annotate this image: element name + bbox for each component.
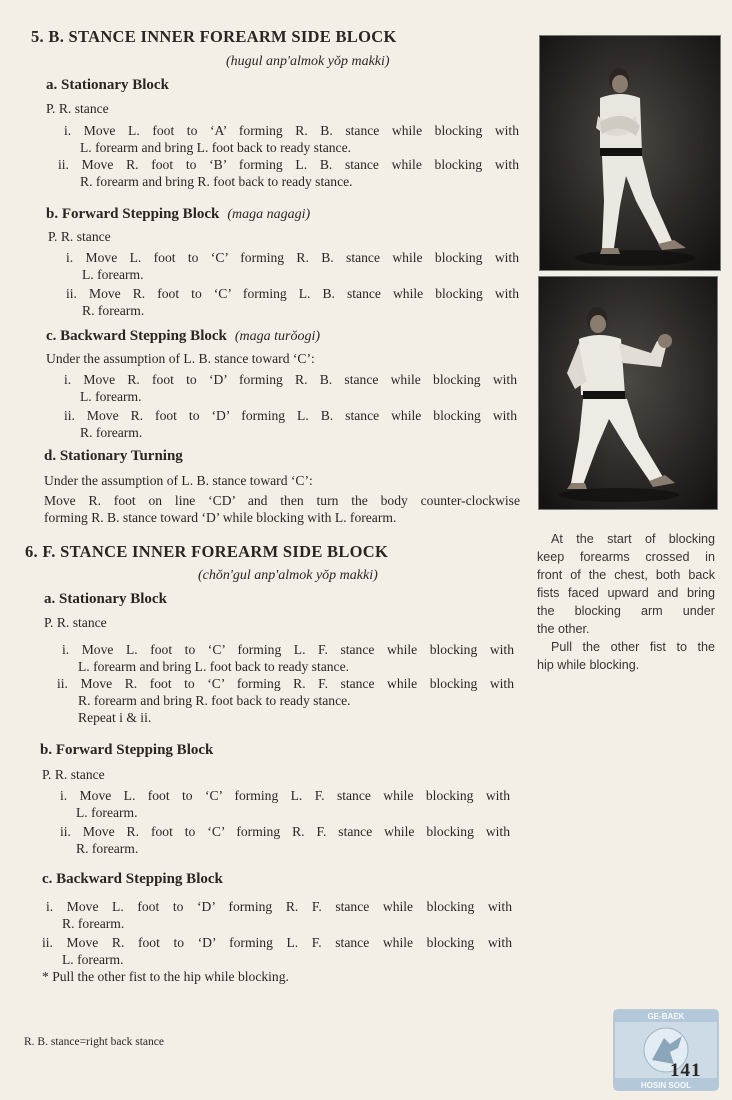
karate-figure-1 xyxy=(540,36,720,270)
sec5-a-pr: P. R. stance xyxy=(46,101,109,116)
sec5-b-pr: P. R. stance xyxy=(48,229,111,244)
sec6-b-steps: i. Move L. foot to ‘C’ forming L. F. stance while blocking with L. forearm. ii. Move R. foot to ‘C’ forming R. F. stance while blocking with R. forearm. xyxy=(60,788,510,856)
karate-figure-2 xyxy=(539,277,717,509)
sec6-c-steps: i. Move L. foot to ‘D’ forming R. F. stance while blocking with R. forearm. ii. Move R. foot to ‘D’ forming L. F. stance while blocking with L. forearm. xyxy=(42,899,512,967)
sec6-a-heading: a. Stationary Block xyxy=(44,591,167,607)
photo-stance-b-block xyxy=(539,35,721,271)
sec6-c-heading: c. Backward Stepping Block xyxy=(42,871,223,887)
sec5-c-heading: c. Backward Stepping Block (maga turŏogi) xyxy=(46,328,321,344)
section-5-romanization: (hugul anp'almok yŏp makki) xyxy=(226,54,390,69)
sec5-a-steps: i. Move L. foot to ‘A’ forming R. B. stance while blocking with L. forearm and bring L. foot back to ready stance. ii. Move R. foot to ‘B’ forming L. B. stance while blocking with R. forearm and bring R. foot back to ready stance. xyxy=(58,123,519,189)
svg-text:HOSIN SOOL: HOSIN SOOL xyxy=(640,1081,692,1090)
sec5-c-steps: i. Move R. foot to ‘D’ forming R. B. stance while blocking with L. forearm. ii. Move R. foot to ‘D’ forming L. B. stance while blocking with R. forearm. xyxy=(64,372,517,440)
sec5-d-text: Move R. foot on line ‘CD’ and then turn the body counter-clockwise forming R. B. stance toward ‘D’ while blocking with L. forearm. xyxy=(44,493,520,525)
sec6-b-pr: P. R. stance xyxy=(42,767,105,782)
page-number: 141 xyxy=(670,1060,702,1081)
photo-caption: At the start of blocking keep forearms crossed in front of the chest, both back fists faced upward and bring the blocking arm under the other. Pull the other fist to the hip while blocking. xyxy=(537,532,715,672)
section-5-title: 5. B. STANCE INNER FOREARM SIDE BLOCK xyxy=(31,27,397,46)
sec6-b-heading: b. Forward Stepping Block xyxy=(40,742,214,758)
sec5-b-steps: i. Move L. foot to ‘C’ forming R. B. stance while blocking with L. forearm. ii. Move R. foot to ‘C’ forming L. B. stance while blocking with R. forearm. xyxy=(66,250,519,318)
sec6-a-steps: i. Move L. foot to ‘C’ forming L. F. stance while blocking with L. forearm and bring L. foot back to ready stance. ii. Move R. foot to ‘C’ forming R. F. stance while blocking with R. forearm and bring R. foot back to ready stance. Repeat i & ii. xyxy=(57,642,514,725)
logo-emblem-icon xyxy=(612,1008,720,1092)
svg-text:GE-BAEK: GE-BAEK xyxy=(647,1012,685,1021)
sec5-c-assumption: Under the assumption of L. B. stance toward ‘C’: xyxy=(46,351,315,366)
sec5-d-assumption: Under the assumption of L. B. stance toward ‘C’: xyxy=(44,473,313,488)
sec5-a-heading: a. Stationary Block xyxy=(46,77,169,93)
sec5-d-heading: d. Stationary Turning xyxy=(44,448,183,464)
section-6-romanization: (chŏn'gul anp'almok yŏp makki) xyxy=(198,568,378,583)
footnote: R. B. stance=right back stance xyxy=(24,1036,164,1048)
ge-baek-hosin-sool-logo xyxy=(612,1008,720,1092)
section-6-title: 6. F. STANCE INNER FOREARM SIDE BLOCK xyxy=(25,542,389,561)
sec6-a-pr: P. R. stance xyxy=(44,615,107,630)
sec5-b-heading: b. Forward Stepping Block (maga nagagi) xyxy=(46,206,311,222)
sec6-c-note: * Pull the other fist to the hip while blocking. xyxy=(42,969,289,984)
photo-stance-f-block xyxy=(538,276,718,510)
